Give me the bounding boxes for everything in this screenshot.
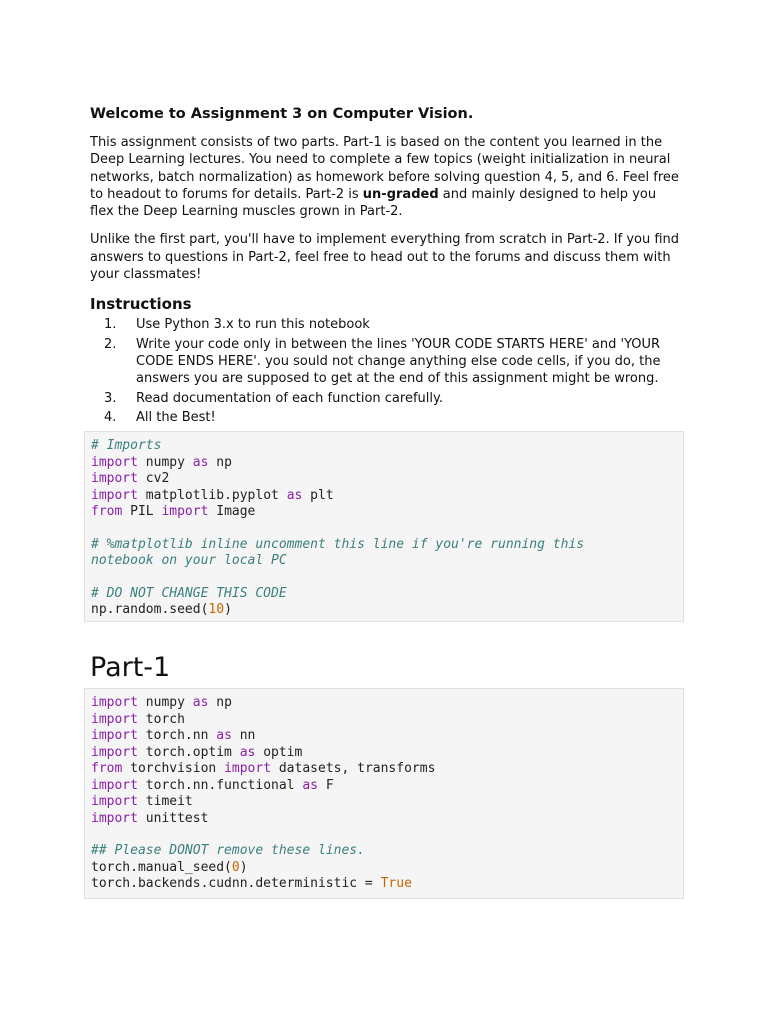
code-alias: plt (302, 487, 334, 503)
code-module: timeit (137, 794, 193, 809)
list-item-text: Use Python 3.x to run this notebook (136, 317, 370, 333)
code-module: torch.nn.functional (137, 777, 303, 793)
code-cell-imports[interactable] (84, 431, 684, 622)
code-module: torch (137, 711, 185, 727)
code-alias: optim (255, 744, 303, 760)
code-module: torch.optim (137, 744, 240, 760)
keyword-import: import (91, 810, 138, 826)
code-module: unittest (137, 810, 209, 826)
keyword-as: as (216, 728, 232, 743)
keyword-import: import (91, 794, 138, 809)
part-1-heading: Part-1 (90, 652, 171, 683)
code-line (91, 794, 677, 811)
list-item-number: 3. (104, 390, 117, 406)
keyword-as: as (192, 454, 209, 470)
code-comment: # Imports (91, 438, 162, 453)
list-item (90, 409, 680, 426)
markdown-cell-intro[interactable] (90, 106, 680, 428)
keyword-as: as (286, 487, 303, 503)
code-line (91, 695, 677, 712)
code-line (91, 843, 677, 860)
code-paren: ) (224, 602, 232, 617)
code-line (91, 537, 677, 554)
code-module: cv2 (137, 471, 170, 486)
keyword-import: import (91, 728, 138, 743)
keyword-import: import (91, 487, 138, 503)
code-alias: nn (231, 728, 256, 743)
list-item-text: Read documentation of each function carefully. (136, 390, 443, 406)
code-comment: notebook on your local PC (91, 553, 287, 568)
keyword-from: from (91, 504, 123, 519)
code-line (91, 860, 677, 877)
keyword-as: as (192, 695, 209, 710)
code-line (91, 778, 677, 795)
code-module: torch.nn (137, 728, 217, 743)
keyword-import: import (91, 711, 138, 727)
code-module: matplotlib.pyplot (137, 487, 287, 503)
code-number: 0 (231, 859, 240, 875)
code-name: Image (208, 504, 256, 519)
intro-paragraph (90, 134, 680, 220)
part2-paragraph: Unlike the first part, you'll have to implement everything from scratch in Part-2. If you find answers to questions in Part-2, feel free to head out to the forums and discuss them with your classmates! (90, 232, 680, 283)
code-alias: np (208, 695, 232, 710)
keyword-as: as (302, 777, 318, 793)
code-paren: ) (239, 859, 248, 875)
assignment-title: Welcome to Assignment 3 on Computer Vision. (90, 106, 474, 122)
list-item-number: 2. (104, 336, 117, 352)
code-line (91, 455, 677, 472)
code-module: torchvision (122, 761, 225, 776)
keyword-import: import (91, 695, 138, 710)
keyword-import: import (224, 761, 272, 776)
code-module: numpy (137, 695, 193, 710)
code-assignment: torch.backends.cudnn.deterministic = (91, 876, 381, 891)
code-constant: True (380, 876, 412, 891)
code-line (91, 761, 677, 778)
code-name: datasets, transforms (271, 761, 436, 776)
code-line (91, 488, 677, 505)
intro-text-b: and mainly designed to help you flex the Deep Learning muscles grown in Part-2. (90, 186, 657, 220)
list-item-text: Write your code only in between the lines 'YOUR CODE STARTS HERE' and 'YOUR CODE ENDS HERE'. you sould not change anything else code cells, if you do, the answers you are supposed to get at the end of this assignment might be wrong. (136, 336, 661, 387)
code-line (91, 438, 677, 455)
code-module: PIL (122, 504, 162, 519)
instructions-list (90, 316, 680, 426)
instructions-heading: Instructions (90, 295, 192, 314)
list-item-text: All the Best! (136, 409, 216, 425)
code-blank-line (91, 827, 677, 843)
code-line (91, 504, 677, 521)
code-call: torch.manual_seed( (91, 859, 232, 875)
code-line (91, 728, 677, 745)
list-item-number: 4. (104, 409, 117, 425)
keyword-import: import (91, 777, 138, 793)
keyword-as: as (239, 744, 256, 760)
list-item (90, 336, 680, 388)
code-blank-line (91, 521, 677, 537)
code-line (91, 876, 677, 893)
code-line (91, 745, 677, 762)
code-number: 10 (208, 602, 225, 617)
code-comment: # DO NOT CHANGE THIS CODE (91, 585, 287, 601)
keyword-import: import (91, 471, 138, 486)
code-line (91, 471, 677, 488)
code-cell-part1[interactable] (84, 688, 684, 899)
keyword-import: import (91, 744, 138, 760)
code-line (91, 811, 677, 828)
code-line (91, 553, 677, 570)
code-module: numpy (137, 454, 193, 470)
code-comment: ## Please DONOT remove these lines. (91, 843, 365, 858)
list-item (90, 390, 680, 407)
code-call: np.random.seed( (91, 602, 209, 617)
code-alias: np (208, 454, 232, 470)
code-comment: # %matplotlib inline uncomment this line if you're running this (91, 536, 585, 552)
intro-bold-ungraded: un-graded (362, 186, 439, 202)
intro-text-a: This assignment consists of two parts. Part-1 is based on the content you learned in the Deep Learning lectures. You need to complete a few topics (weight initialization in neural networks, batch normalization) as homework before solving question 4, 5, and 6. Feel free to headout to forums for details. Part-2 is (90, 135, 679, 202)
code-line (91, 602, 677, 619)
code-line (91, 586, 677, 603)
list-item-number: 1. (104, 317, 117, 333)
keyword-import: import (91, 454, 138, 470)
code-blank-line (91, 570, 677, 586)
keyword-from: from (91, 761, 123, 776)
list-item (90, 316, 680, 333)
keyword-import: import (161, 504, 209, 519)
code-alias: F (318, 777, 334, 793)
code-line (91, 712, 677, 729)
